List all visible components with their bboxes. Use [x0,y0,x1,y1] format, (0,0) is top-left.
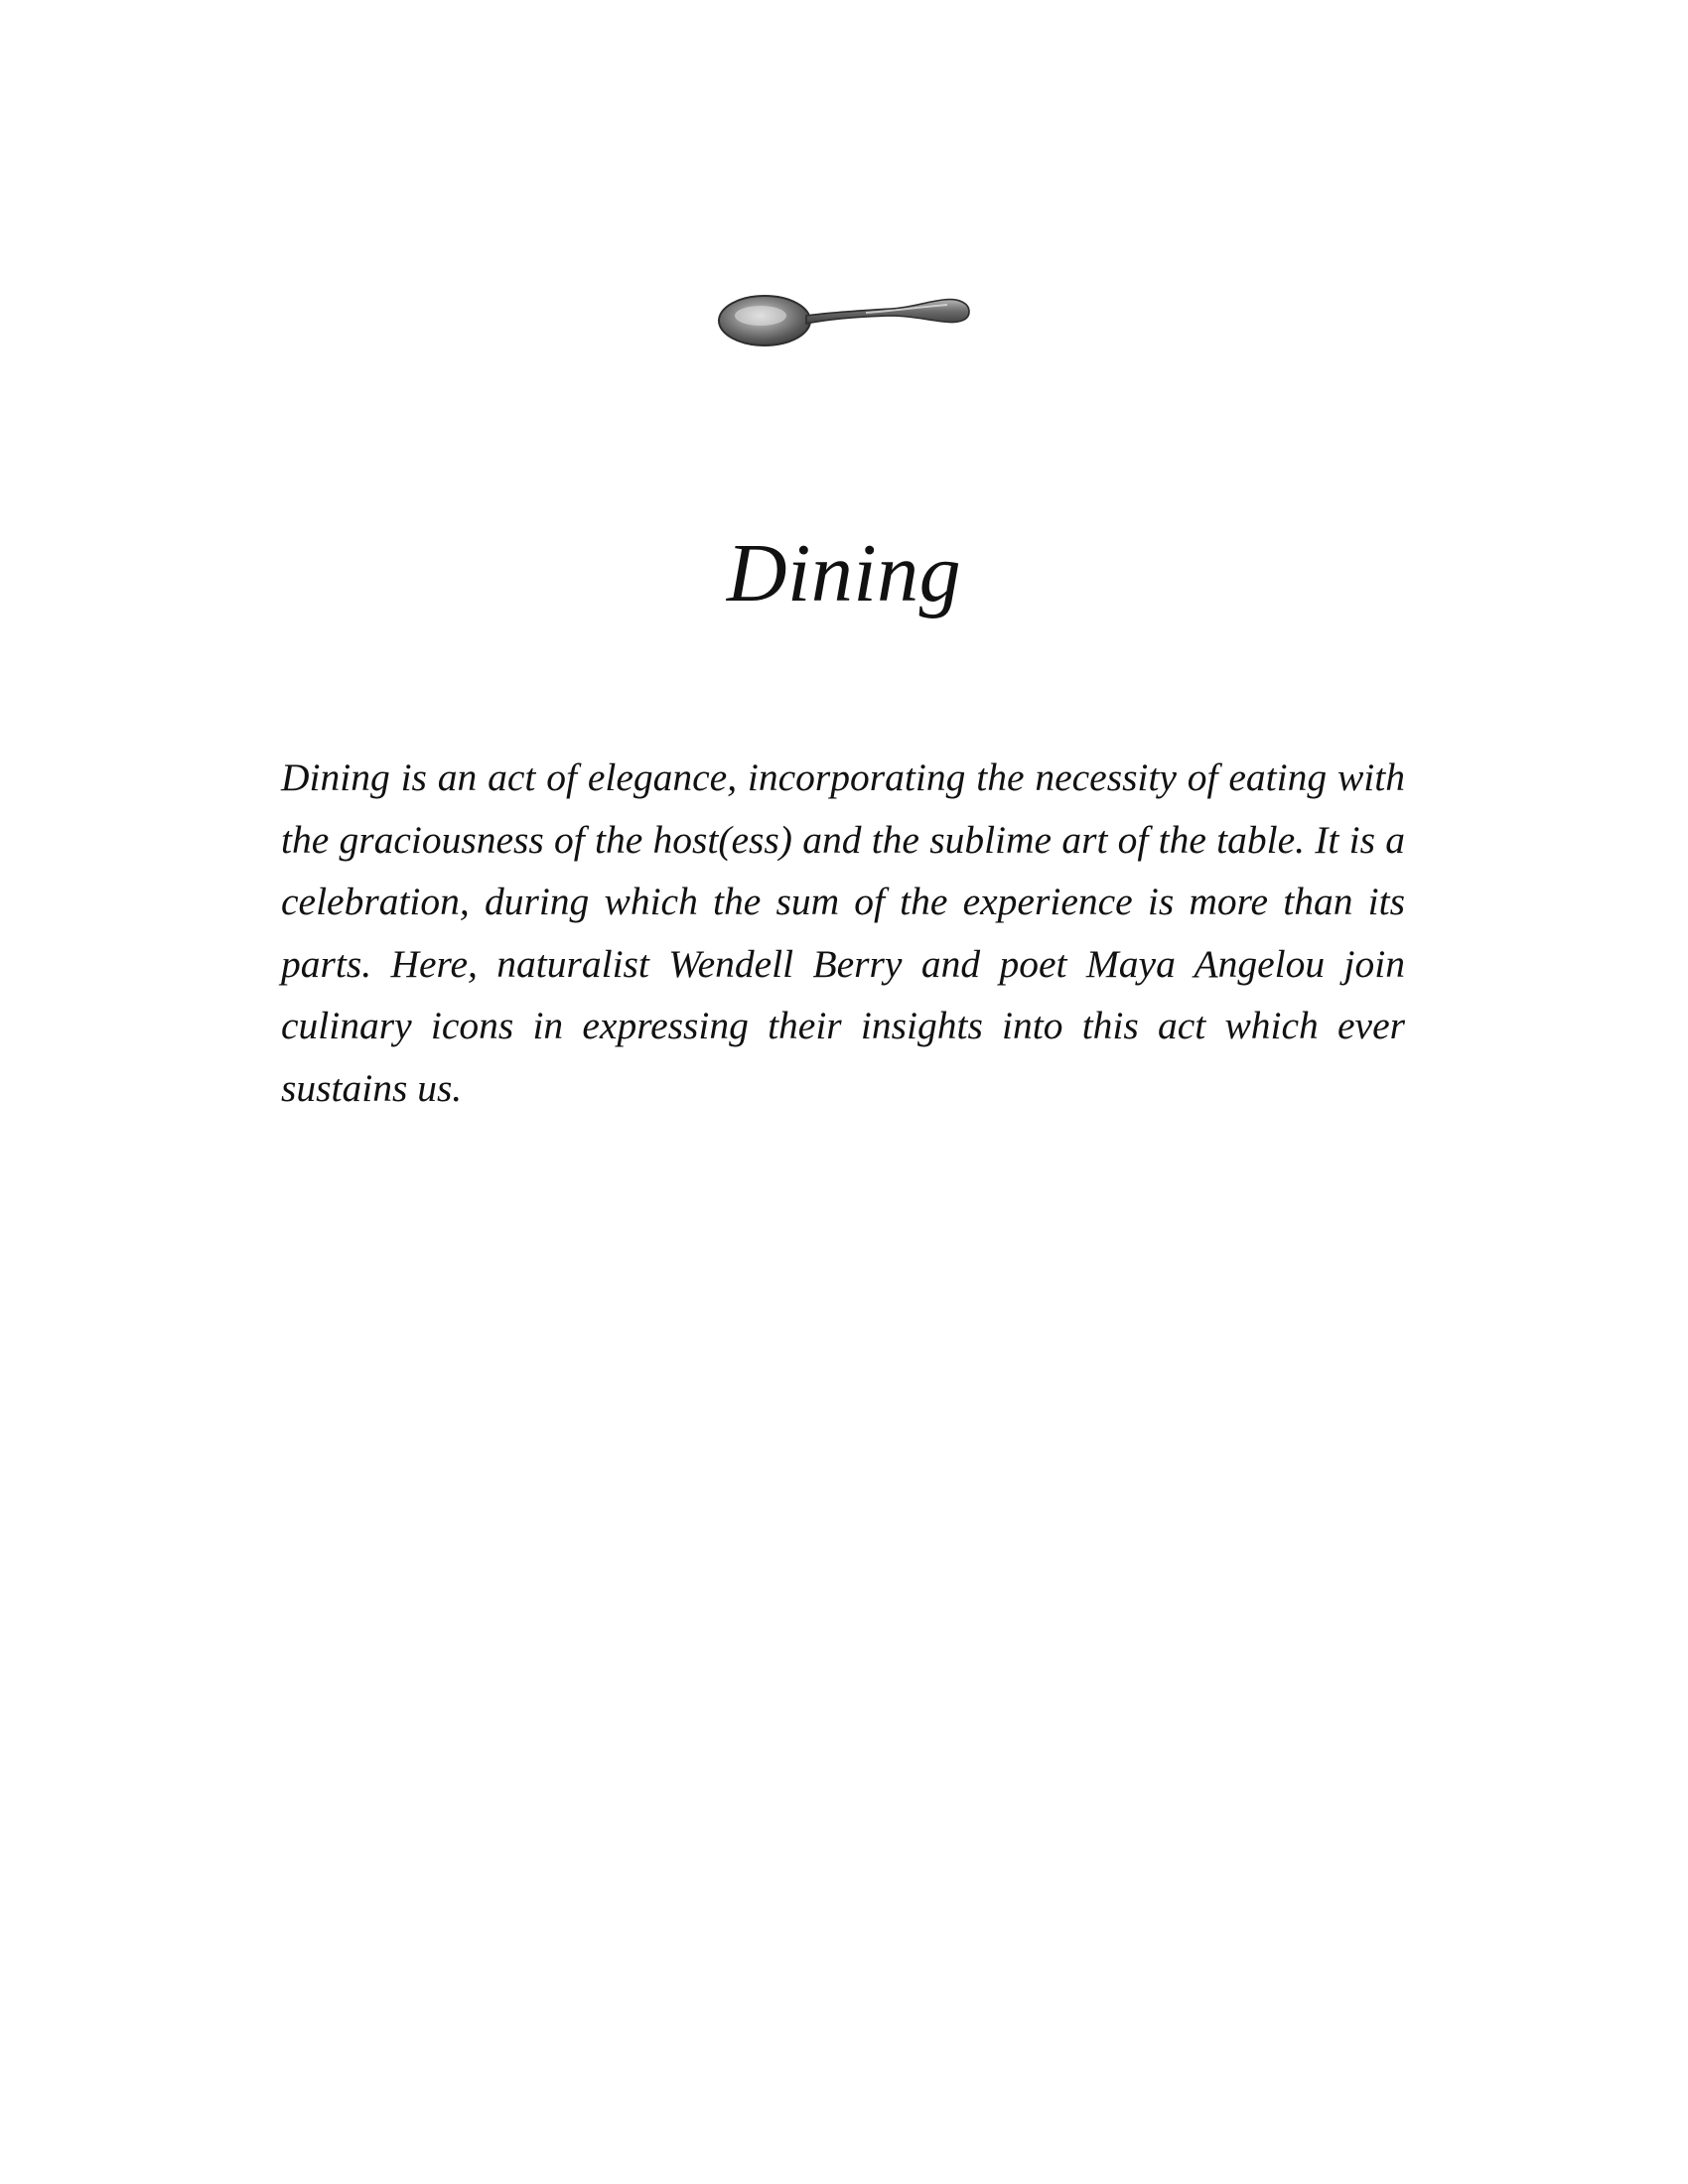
spoon-icon [717,286,971,351]
chapter-title: Dining [726,527,962,619]
chapter-intro-paragraph: Dining is an act of elegance, incorporating the necessity of eating with the graciousness of the host(ess) and the sublime art of the table. It is a celebration, during which the sum of the experience is more than its parts. Here, naturalist Wendell Berry and poet Maya Angelou join culinary icons in expressing their insights into this act which ever sustains us. [281,755,1405,1110]
